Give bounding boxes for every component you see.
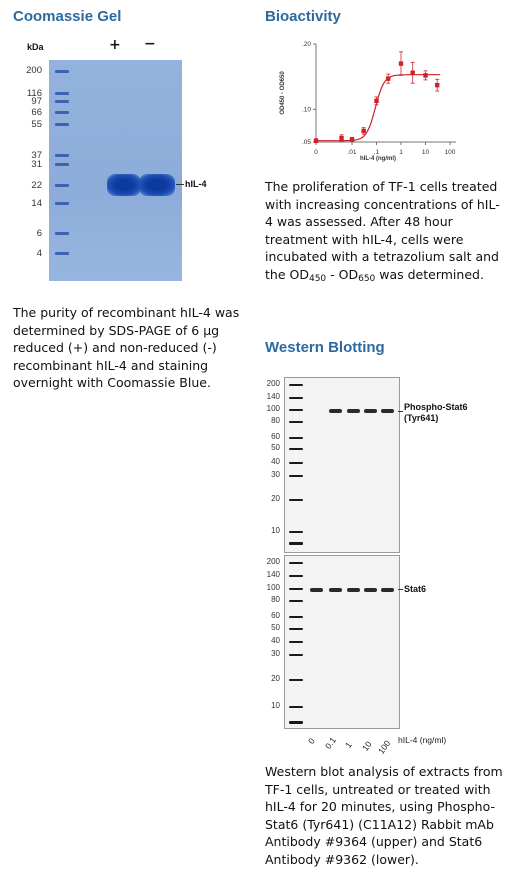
coomassie-title: Coomassie Gel [13,8,122,25]
x-tick-label: .1 [373,149,380,156]
upper-marker: 100 [266,404,280,413]
kda-label: kDa [27,42,44,52]
marker-label: 200 [26,65,42,76]
data-point [361,129,365,133]
data-point [410,71,414,75]
x-tick-label: 0 [314,149,318,156]
ladder-band [55,111,69,114]
ladder-band [55,184,69,187]
wb-band [347,409,360,413]
marker-label: 14 [31,198,42,209]
ladder-band [55,92,69,95]
upper-marker: 30 [271,470,280,479]
y-tick-label: .10 [301,106,311,114]
band-pointer-line [176,184,184,185]
x-tick-label: 1 [399,149,403,156]
od650-label: $OD_{650}$ [338,266,376,284]
ladder-band [55,154,69,157]
wb-band [364,409,377,413]
wb-band [329,409,342,413]
upper-marker: 50 [271,443,280,452]
ladder-band [55,163,69,166]
lane-label-reduced: + [109,37,121,53]
protein-band-reduced [107,174,141,196]
bioactivity-title: Bioactivity [265,8,341,25]
wb-lane-label: 10 [360,739,374,753]
phospho-stat6-label: Phospho-Stat6 (Tyr641) [404,402,468,423]
lower-marker: 60 [271,611,280,620]
marker-label: 66 [31,107,42,118]
upper-marker: 140 [266,392,280,401]
data-point [435,83,439,87]
lower-marker: 30 [271,649,280,658]
marker-label: 55 [31,119,42,130]
marker-label: 97 [31,96,42,107]
wb-band [310,588,323,592]
coomassie-gel-image [49,60,182,281]
western-title: Western Blotting [265,339,385,356]
wb-band [381,588,394,592]
fit-curve [316,75,440,141]
x-axis-label: hIL-4 (ng/ml) [360,156,396,162]
data-point [339,136,343,140]
western-caption: Western blot analysis of extracts from TF-1 cells, untreated or treated with hIL-4 for 20 minutes, using Phospho-Stat6 (Tyr641) (C11A12) Rabbit mAb Antibody #9364 (upper) and Stat6 Antibody #9362 (lower). [265,764,503,867]
marker-label: 22 [31,180,42,191]
wb-band [347,588,360,592]
ladder-band [55,252,69,255]
hil4-band-label: hIL-4 [185,179,207,189]
lower-marker: 140 [266,570,280,579]
wb-band [329,588,342,592]
bioactivity-caption: The proliferation of TF-1 cells treated with increasing concentrations of hIL-4 was assessed. After 48 hour treatment with hIL-4, cells were incubated with a tetrazolium salt and the $OD_{450} - OD_{650}$ was determined. [265,179,500,284]
data-point [386,76,390,80]
protein-band-nonreduced [139,174,175,196]
lower-marker: 20 [271,674,280,683]
wb-lane-label: 100 [376,738,393,756]
lower-blot-image [284,555,400,729]
marker-label: 31 [31,159,42,170]
lower-marker: 100 [266,583,280,592]
data-point [423,73,427,77]
lower-marker: 40 [271,636,280,645]
marker-label: 4 [36,248,42,259]
upper-marker: 200 [266,379,280,388]
wb-lane-label: 0.1 [323,735,338,751]
ladder-band [55,100,69,103]
wb-lane-axis-label: hIL-4 (ng/ml) [398,735,447,745]
bioactivity-caption-text: The proliferation of TF-1 cells treated with increasing concentrations of hIL-4 was assessed. After 48 hour treatment with hIL-4, cells were incubated with a tetrazolium salt and the [265,179,500,282]
upper-blot-image [284,377,400,553]
od450-label: $OD_{450}$ [289,266,327,284]
x-tick-label: 100 [444,149,456,156]
wb-lane-label: 0 [306,736,317,746]
wb-band [364,588,377,592]
wb-band [381,409,394,413]
upper-marker: 80 [271,416,280,425]
y-axis-label: OD450 - OD650 [280,71,286,115]
bioactivity-chart [268,36,468,166]
data-point [350,137,354,141]
coomassie-caption: The purity of recombinant hIL-4 was determined by SDS-PAGE of 6 µg reduced (+) and non-reduced (-) recombinant hIL-4 and staining overnight with Coomassie Blue. [13,305,240,390]
x-tick-label: 10 [421,149,430,156]
data-point [399,61,403,65]
upper-marker: 10 [271,526,280,535]
ladder-band [55,202,69,205]
y-tick-label: .05 [301,139,311,146]
lower-marker: 80 [271,595,280,604]
y-tick-label: .20 [301,41,311,48]
ladder-band [55,123,69,126]
upper-marker: 60 [271,432,280,441]
data-point [314,138,318,142]
lane-label-nonreduced: − [144,36,156,52]
marker-label: 116 [26,88,42,99]
ladder-band [55,232,69,235]
upper-marker: 40 [271,457,280,466]
lower-marker: 50 [271,623,280,632]
stat6-label: Stat6 [404,584,427,594]
wb-lane-label: 1 [343,740,354,750]
marker-label: 37 [31,150,42,161]
lower-marker: 200 [266,557,280,566]
lower-marker: 10 [271,701,280,710]
ladder-band [55,70,69,73]
upper-marker: 20 [271,494,280,503]
marker-label: 6 [36,228,42,239]
data-point [374,99,378,103]
x-tick-label: .01 [347,149,357,156]
